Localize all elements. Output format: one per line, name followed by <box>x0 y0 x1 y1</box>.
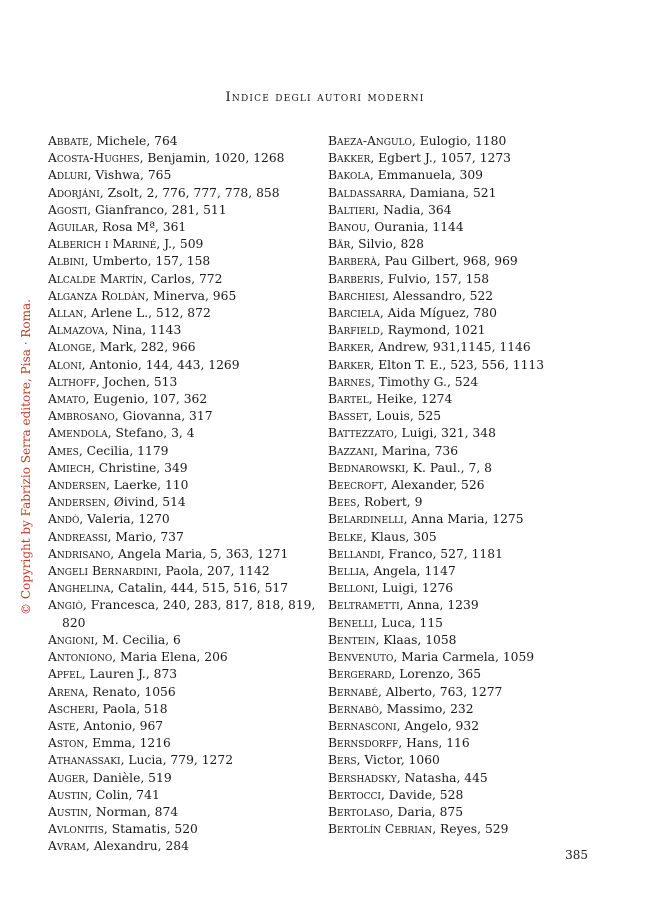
entry-details: , Emma, 1216 <box>84 736 171 751</box>
entry-details: , Lucia, 779, 1272 <box>120 753 234 768</box>
entry-surname: Bernabò <box>328 701 379 716</box>
entry-details: , Luca, 115 <box>373 615 443 630</box>
entry-details: , Luigi, 1276 <box>374 581 454 596</box>
entry-surname: Amiech <box>48 460 91 475</box>
entry-details: , Alexander, 526 <box>383 478 485 493</box>
index-column-right <box>328 133 628 838</box>
entry-surname: Anghelina <box>48 581 111 596</box>
index-entry <box>48 443 326 460</box>
index-entry <box>328 460 628 477</box>
entry-surname: Bednarowski <box>328 460 406 475</box>
entry-details: , Nadia, 364 <box>375 202 452 217</box>
entry-details: , Mario, 737 <box>107 529 184 544</box>
entry-surname: Alcalde Martín <box>48 271 144 286</box>
entry-surname: Amato <box>48 392 86 407</box>
entry-details: , Carlos, 772 <box>143 271 223 286</box>
index-entry <box>328 425 628 442</box>
index-entry <box>328 684 628 701</box>
index-entry <box>328 632 628 649</box>
index-entry <box>48 701 326 718</box>
index-entry <box>48 185 326 202</box>
entry-details: , Pau Gilbert, 968, 969 <box>376 254 518 269</box>
entry-surname: Adorjáni <box>48 185 100 200</box>
entry-details: , Nina, 1143 <box>104 323 182 338</box>
index-entry <box>328 666 628 683</box>
index-entry <box>328 374 628 391</box>
entry-surname: Bär <box>328 237 351 252</box>
entry-details: , Øivind, 514 <box>105 495 186 510</box>
entry-details: , Danièle, 519 <box>85 770 172 785</box>
entry-details: , Emmanuela, 309 <box>369 168 483 183</box>
entry-surname: Allan <box>48 306 84 321</box>
entry-surname: Beltrametti <box>328 598 400 613</box>
entry-surname: Austin <box>48 804 89 819</box>
entry-details: , Alexandru, 284 <box>85 839 189 854</box>
entry-surname: Bergerard <box>328 667 392 682</box>
entry-surname: Baldassarra <box>328 185 402 200</box>
entry-details: , Maria Elena, 206 <box>112 650 228 665</box>
entry-surname: Aloni <box>48 357 82 372</box>
index-entry <box>328 718 628 735</box>
entry-details: , Lauren J., 873 <box>81 667 178 682</box>
entry-surname: Baeza-Angulo <box>328 134 412 148</box>
entry-details: , Raymond, 1021 <box>379 323 486 338</box>
entry-surname: Angiò <box>48 598 83 613</box>
index-entry <box>328 185 628 202</box>
index-entry <box>48 322 326 339</box>
entry-surname: Avlonitis <box>48 822 104 837</box>
entry-surname: Belloni <box>328 581 375 596</box>
index-entry <box>48 236 326 253</box>
entry-details: , Klaas, 1058 <box>375 632 457 647</box>
index-entry <box>48 838 326 855</box>
entry-details: , Hans, 116 <box>398 736 470 751</box>
entry-details: , Umberto, 157, 158 <box>84 254 211 269</box>
index-entry <box>48 271 326 288</box>
index-entry <box>48 477 326 494</box>
index-entry <box>328 735 628 752</box>
entry-details: , M. Cecilia, 6 <box>94 632 181 647</box>
entry-surname: Bertocci <box>328 787 381 802</box>
index-entry <box>328 787 628 804</box>
index-entry <box>328 167 628 184</box>
entry-details: , Elton T. E., 523, 556, 1113 <box>370 357 545 372</box>
entry-surname: Andersen <box>48 478 106 493</box>
index-entry <box>328 288 628 305</box>
entry-surname: Andreassi <box>48 529 108 544</box>
entry-surname: Bertolín Cebrian <box>328 822 433 837</box>
entry-details: , Maria Carmela, 1059 <box>393 650 535 665</box>
entry-details: , Zsolt, 2, 776, 777, 778, 858 <box>99 185 280 200</box>
entry-details: , Daria, 875 <box>389 804 464 819</box>
entry-surname: Bernsdorff <box>328 736 399 751</box>
index-entry <box>328 580 628 597</box>
entry-surname: Auger <box>48 770 86 785</box>
page-title: Indice degli autori moderni <box>225 90 425 105</box>
entry-details: , Ourania, 1144 <box>366 220 464 235</box>
entry-surname: Althoff <box>48 374 96 389</box>
entry-details: , Victor, 1060 <box>356 753 440 768</box>
entry-surname: Bertolaso <box>328 804 390 819</box>
entry-surname: Belardinelli <box>328 512 404 527</box>
entry-surname: Apfel <box>48 667 82 682</box>
index-entry <box>48 339 326 356</box>
entry-details: , Robert, 9 <box>356 495 423 510</box>
entry-details: , Renato, 1056 <box>84 684 176 699</box>
entry-details: , Michele, 764 <box>88 134 178 148</box>
index-entry <box>328 649 628 666</box>
entry-details: , Lorenzo, 365 <box>391 667 482 682</box>
index-entry <box>48 305 326 322</box>
entry-details: , Benjamin, 1020, 1268 <box>139 151 285 166</box>
entry-surname: Bartel <box>328 392 369 407</box>
entry-surname: Antoniono <box>48 650 113 665</box>
entry-surname: Angioni <box>48 632 95 647</box>
entry-surname: Bentein <box>328 632 376 647</box>
entry-surname: Adluri <box>48 168 88 183</box>
entry-details: , Arlene L., 512, 872 <box>83 306 211 321</box>
entry-details: , Paola, 207, 1142 <box>157 564 270 579</box>
index-entry <box>328 253 628 270</box>
entry-details: , Andrew, 931,1145, 1146 <box>370 340 531 355</box>
index-entry <box>328 615 628 632</box>
entry-surname: Ambrosano <box>48 409 115 424</box>
index-entry <box>48 133 326 150</box>
entry-details: , Catalin, 444, 515, 516, 517 <box>110 581 289 596</box>
entry-details: , Timothy G., 524 <box>370 374 479 389</box>
entry-surname: Andersen <box>48 495 106 510</box>
entry-details: , Reyes, 529 <box>432 822 509 837</box>
entry-surname: Basset <box>328 409 369 424</box>
index-entry <box>328 701 628 718</box>
index-entry <box>328 597 628 614</box>
entry-details: , J., 509 <box>156 237 204 252</box>
entry-details: , Heike, 1274 <box>368 392 453 407</box>
entry-details: , Marina, 736 <box>373 443 459 458</box>
entry-details: , Massimo, 232 <box>378 701 474 716</box>
entry-surname: Barberà <box>328 254 377 269</box>
index-entry <box>48 408 326 425</box>
entry-surname: Abbate <box>48 134 89 148</box>
entry-surname: Andrisano <box>48 546 111 561</box>
entry-surname: Barberis <box>328 271 380 286</box>
entry-surname: Acosta-Hughes <box>48 151 140 166</box>
index-entry <box>328 271 628 288</box>
entry-details: , Vishwa, 765 <box>87 168 172 183</box>
index-entry <box>48 219 326 236</box>
entry-surname: Barnes <box>328 374 371 389</box>
entry-surname: Bakola <box>328 168 370 183</box>
index-entry <box>328 339 628 356</box>
index-entry <box>48 597 326 631</box>
entry-surname: Bers <box>328 753 357 768</box>
entry-details: , Luigi, 321, 348 <box>393 426 496 441</box>
index-column-left <box>48 133 326 856</box>
entry-details: , Franco, 527, 1181 <box>380 546 503 561</box>
entry-surname: Bershadsky <box>328 770 397 785</box>
index-entry <box>328 546 628 563</box>
index-entry <box>48 494 326 511</box>
index-entry <box>48 752 326 769</box>
entry-surname: Beecroft <box>328 478 384 493</box>
entry-surname: Bellandi <box>328 546 381 561</box>
entry-details: , Alessandro, 522 <box>384 288 494 303</box>
entry-surname: Albini <box>48 254 85 269</box>
entry-details: , Angelo, 932 <box>396 718 480 733</box>
index-entry <box>328 821 628 838</box>
index-entry <box>48 684 326 701</box>
entry-surname: Bees <box>328 495 357 510</box>
index-entry <box>48 288 326 305</box>
index-entry <box>328 150 628 167</box>
index-entry <box>328 443 628 460</box>
index-entry <box>328 770 628 787</box>
entry-surname: Barchiesi <box>328 288 385 303</box>
index-entry <box>48 632 326 649</box>
index-entry <box>328 322 628 339</box>
entry-surname: Avram <box>48 839 86 854</box>
index-entry <box>48 787 326 804</box>
entry-details: , Giovanna, 317 <box>114 409 213 424</box>
entry-surname: Ascheri <box>48 701 95 716</box>
index-entry <box>328 357 628 374</box>
entry-details: , Valeria, 1270 <box>79 512 170 527</box>
page-number: 385 <box>565 848 588 862</box>
entry-details: , Fulvio, 157, 158 <box>380 271 490 286</box>
entry-surname: Alonge <box>48 340 92 355</box>
index-entry <box>48 357 326 374</box>
entry-surname: Benvenuto <box>328 650 394 665</box>
entry-surname: Barker <box>328 340 371 355</box>
entry-details: , Egbert J., 1057, 1273 <box>370 151 511 166</box>
entry-surname: Barciela <box>328 306 380 321</box>
index-entry <box>48 718 326 735</box>
entry-surname: Austin <box>48 787 89 802</box>
index-entry <box>48 821 326 838</box>
entry-surname: Belke <box>328 529 363 544</box>
entry-details: , Eugenio, 107, 362 <box>85 392 208 407</box>
entry-surname: Bernabé <box>328 684 378 699</box>
index-entry <box>328 477 628 494</box>
index-entry <box>48 202 326 219</box>
entry-surname: Aston <box>48 736 85 751</box>
entry-details: , Cecilia, 1179 <box>78 443 169 458</box>
entry-surname: Alganza Roldàn <box>48 288 146 303</box>
entry-surname: Ames <box>48 443 79 458</box>
entry-surname: Bazzani <box>328 443 374 458</box>
entry-surname: Andò <box>48 512 80 527</box>
entry-surname: Athanassaki <box>48 753 121 768</box>
entry-surname: Aste <box>48 718 76 733</box>
index-entry <box>48 460 326 477</box>
entry-details: , Laerke, 110 <box>105 478 189 493</box>
index-entry <box>48 391 326 408</box>
entry-details: , Angela, 1147 <box>365 564 456 579</box>
entry-surname: Battezzato <box>328 426 394 441</box>
index-entry <box>48 770 326 787</box>
entry-details: , Silvio, 828 <box>350 237 424 252</box>
entry-details: , Davide, 528 <box>380 787 464 802</box>
entry-surname: Bakker <box>328 151 371 166</box>
index-entry <box>48 804 326 821</box>
entry-details: , Louis, 525 <box>368 409 442 424</box>
index-entry <box>48 511 326 528</box>
index-entry <box>328 305 628 322</box>
index-entry <box>48 580 326 597</box>
entry-details: , Mark, 282, 966 <box>91 340 196 355</box>
entry-details: , Rosa Mª, 361 <box>94 220 187 235</box>
entry-details: , Minerva, 965 <box>145 288 237 303</box>
entry-surname: Angeli Bernardini <box>48 564 158 579</box>
index-entry <box>48 253 326 270</box>
entry-details: , Aida Míguez, 780 <box>379 306 497 321</box>
entry-details: , Paola, 518 <box>94 701 168 716</box>
entry-surname: Banou <box>328 220 367 235</box>
index-entry <box>328 236 628 253</box>
index-entry <box>48 546 326 563</box>
entry-details: , Francesca, 240, 283, 817, 818, 819, 820 <box>62 598 316 630</box>
index-entry <box>328 219 628 236</box>
index-entry <box>48 529 326 546</box>
entry-details: , Christine, 349 <box>90 460 188 475</box>
index-entry <box>48 167 326 184</box>
entry-surname: Barker <box>328 357 371 372</box>
index-entry <box>328 391 628 408</box>
entry-surname: Alberich i Mariné <box>48 237 157 252</box>
entry-details: , Anna Maria, 1275 <box>403 512 524 527</box>
entry-details: , Colin, 741 <box>88 787 160 802</box>
index-entry <box>48 666 326 683</box>
index-entry <box>48 425 326 442</box>
entry-details: , Damiana, 521 <box>401 185 497 200</box>
entry-details: , Jochen, 513 <box>95 374 178 389</box>
entry-surname: Arena <box>48 684 85 699</box>
entry-details: , Antonio, 967 <box>75 718 164 733</box>
entry-details: , Alberto, 763, 1277 <box>377 684 503 699</box>
entry-surname: Benelli <box>328 615 374 630</box>
entry-surname: Bernasconi <box>328 718 397 733</box>
entry-surname: Bellia <box>328 564 366 579</box>
index-entry <box>48 735 326 752</box>
index-entry <box>48 150 326 167</box>
index-entry <box>328 133 628 150</box>
entry-surname: Amendola <box>48 426 108 441</box>
entry-details: , Natasha, 445 <box>396 770 488 785</box>
entry-details: , Stamatis, 520 <box>103 822 198 837</box>
index-entry <box>48 374 326 391</box>
index-entry <box>328 511 628 528</box>
entry-details: , Klaus, 305 <box>362 529 437 544</box>
index-entry <box>328 202 628 219</box>
entry-surname: Almazova <box>48 323 105 338</box>
index-entry <box>48 649 326 666</box>
index-entry <box>328 563 628 580</box>
index-entry <box>328 752 628 769</box>
entry-surname: Agosti <box>48 202 88 217</box>
index-entry <box>328 494 628 511</box>
copyright-notice: © Copyright by Fabrizio Serra editore, Pisa · Roma. <box>19 299 33 615</box>
entry-details: , Eulogio, 1180 <box>411 134 507 148</box>
entry-details: , Gianfranco, 281, 511 <box>87 202 227 217</box>
entry-details: , K. Paul., 7, 8 <box>405 460 492 475</box>
entry-details: , Norman, 874 <box>88 804 179 819</box>
index-entry <box>328 804 628 821</box>
entry-surname: Aguilar <box>48 220 95 235</box>
entry-details: , Angela Maria, 5, 363, 1271 <box>110 546 289 561</box>
entry-details: , Stefano, 3, 4 <box>107 426 195 441</box>
index-entry <box>328 529 628 546</box>
index-entry <box>48 563 326 580</box>
entry-surname: Baltieri <box>328 202 376 217</box>
entry-surname: Barfield <box>328 323 380 338</box>
index-entry <box>328 408 628 425</box>
entry-details: , Antonio, 144, 443, 1269 <box>81 357 240 372</box>
entry-details: , Anna, 1239 <box>399 598 479 613</box>
